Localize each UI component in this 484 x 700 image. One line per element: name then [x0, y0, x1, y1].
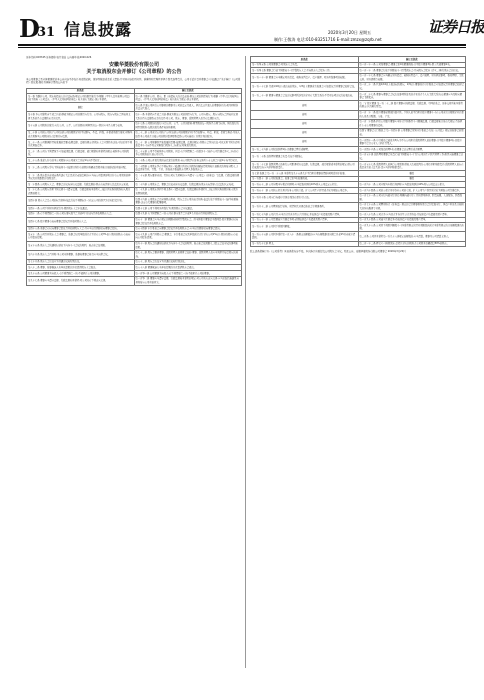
- notice-byline: 证券代码:603345 证券简称:安井食品 公告编号:临2020-026: [26, 56, 92, 59]
- right-column: [250, 56, 466, 666]
- page-number: 31: [37, 25, 56, 40]
- cell-original: 第一百二十六条 公司设总经理1名,由董事会聘任或解聘。: [251, 147, 359, 153]
- cell-revised: 第一百四十一条 审计委员会成员为3名,为不在公司担任高级管理人员的董事,其中独立董事2名,由独立董事中会计专业人士担任召集人。: [358, 138, 466, 147]
- table-row: [251, 152, 466, 161]
- cell-revised: 第一百一十一条 公司设董事会,董事会由9名董事组成,其中独立董事3名,职工代表董事1名。: [358, 62, 466, 68]
- cell-original: 第三十七条 公司股东承担下列义务:(一)遵守法律、行政法规和本章程;(二)依其所认购的股份和入股方式缴纳股金。: [27, 187, 135, 196]
- cell-revised: 第三十五条 股东要求查阅、复制公司有关材料的,应当遵守《公司法》《证券法》等法律、行政法规的规定。: [134, 173, 242, 182]
- cell-original: 第三十四条 公司股东大会、董事会决议内容违反法律、行政法规的,股东有权请求人民法院认定无效。: [27, 182, 135, 188]
- page-letter: D: [19, 14, 40, 43]
- amendment-table-left: [26, 88, 242, 286]
- cell-revised: 第一百九十八条 公司因下列原因解散:(一)本章程规定的营业期限届满或者本章程规定的其他解散事由出现。: [359, 223, 464, 231]
- table-row: [27, 276, 242, 285]
- cell-original: 新增: [251, 119, 359, 128]
- cell-revised: 第三十条 公司公开发行股份前已发行的股份,自公司股票在证券交易所上市交易之日起1年内不得转让。: [135, 158, 240, 162]
- cell-original: 第二十三条 公司在下列情况下,可以依照法律、行政法规、部门规章和本章程的规定,收购本公司的股份。: [27, 149, 135, 158]
- cell-original: 第一百三十条 总经理对董事会负责,行使下列职权。: [251, 152, 359, 161]
- section-title: 信息披露: [64, 20, 133, 39]
- cell-original: 第一百七十六条 公司合并,应当由合并各方签订合并协议,并编制资产负债表及财产清单。: [251, 212, 359, 218]
- cell-original: 第二十八条 发起人持有的本公司股份,自公司成立之日起1年内不得转让。: [27, 158, 135, 164]
- table-row: [27, 94, 242, 103]
- cell-revised: 第三节 独立董事 第一百三十二条 独立董事应按照法律、行政法规、中国证监会、证券交易所和本章程的规定,认真履行职责。: [358, 101, 466, 110]
- cell-original: 第四十七条 独立董事有权向董事会提议召开临时股东大会。: [27, 217, 135, 226]
- cell-revised: 第一百四十六条 公司设总经理1名,由董事会决定聘任或者解聘。: [358, 147, 466, 153]
- cell-original: 第一百五十三条 公司的公积金用于弥补公司的亏损、扩大公司生产经营或者转为增加公司资本。: [251, 188, 359, 194]
- header-revised: 修订后条款: [134, 88, 242, 94]
- cell-original: 第九十五条 公司董事为自然人,有下列情形之一的,不能担任公司的董事。: [27, 271, 135, 277]
- cell-revised: 第一百一十七条 董事会应当确定对外投资、收购出售资产、资产抵押、对外担保事项、委托理财、关联交易、对外捐赠等权限。: [359, 74, 464, 81]
- cell-original: 删除: [27, 103, 135, 112]
- table-row: [251, 101, 466, 110]
- table-row: [251, 110, 466, 119]
- masthead: [0, 0, 484, 48]
- cell-original: 第四十一条 公司下列对外担保行为,须经股东大会审议通过。: [27, 206, 135, 212]
- cell-revised: 第十一条 本章程自生效之日起,即成为规范公司的组织与行为、公司与股东、股东与股东之间权利义务关系的具有法律约束力的文件,对公司、股东、董事、高级管理人员具有法律约束力。: [134, 112, 242, 121]
- cell-original: 第二十条 公司或公司的子公司(包括公司的附属企业)不以赠与、垫资、担保、补偿或贷款等形式,对购买或者拟购买公司股份的人提供任何资助。: [28, 131, 133, 138]
- table-row: [27, 241, 242, 250]
- cell-original: 第一百八十三条 公司因下列原因解散。: [251, 223, 359, 232]
- table-row: [251, 202, 466, 211]
- cell-revised: 第五十九条 公司召开股东会,董事会、审计委员会以及单独或者合计持有公司1%以上股份的股东,有权向公司提出提案。: [134, 232, 242, 241]
- cell-original: 第一百零五条 公司设董事会,对股东大会负责。: [251, 62, 359, 68]
- table-row: [27, 140, 242, 149]
- table-row: [251, 138, 466, 147]
- table-row: [251, 232, 466, 241]
- table-row: [251, 241, 466, 247]
- cell-original: 第九十七条 董事应当遵守法律、行政法规和本章程,对公司负有下列忠实义务。: [27, 276, 135, 285]
- cell-revised: 第八十八条 董事候选人名单以提案的方式提请股东会表决。: [134, 265, 242, 271]
- table-row: [27, 217, 242, 226]
- editor-line: 制作:王敬涛 电话:010-83251716 E-mail:zmzx@zqrb.net: [274, 37, 382, 42]
- cell-revised: 第一百零三条 董事应当遵守法律、行政法规和本章程的规定,对公司负有忠实义务,应当采取措施避免自身利益与公司利益冲突。: [134, 276, 242, 285]
- notice-company: 安徽华菱股份有限公司: [108, 61, 159, 68]
- cell-revised: 第一百六十四条 公司的公积金用于弥补公司的亏损、扩大公司生产经营或者转为增加公司注册资本。: [358, 188, 466, 194]
- table-row: [251, 223, 466, 232]
- cell-revised: 第二十三条 公司根据经营和发展的需要,依照法律、法规的规定,经股东会作出决议,可以采用下列方式增加资本:(一)向不特定对象发行股份;(二)向特定对象发行股份。: [135, 140, 240, 148]
- table-row: [251, 162, 466, 171]
- cell-original: 第八十二条 董事、监事候选人名单以提案的方式提请股东大会表决。: [27, 265, 135, 271]
- cell-original: 第六十六条 股东大会召开时,本公司全体董事、监事和董事会秘书应当出席会议。: [27, 250, 135, 259]
- cell-original: 第一条 为维护公司、股东和债权人的合法权益,规范公司的组织和行为,根据《中华人民共和国公司法》(以下简称《公司法》)、《中华人民共和国证券法》和其他有关规定,制订本章程。: [27, 94, 135, 103]
- table-row: [27, 197, 242, 206]
- cell-revised: 删除: [358, 176, 466, 182]
- cell-original: 第三十二条 公司股东享有下列权利:(一)依照其所持有的股份份额获得股利和其他形式的利益分配。: [27, 164, 135, 173]
- masthead-rule-thin: [18, 47, 466, 48]
- cell-revised: 第三十六条 公司股东会、董事会决议内容违反法律、行政法规的,股东有权请求人民法院认定无效。: [134, 182, 242, 188]
- cell-revised: 第四十九条 有下列情形之一的,公司在事实发生之日起2个月以内召开临时股东会。: [134, 211, 242, 217]
- cell-original: 第七十六条 股东大会决议分为普通决议和特别决议。: [27, 259, 135, 265]
- cell-original: 第一百零七条 董事会行使下列职权:(一)召集股东大会,并向股东大会报告工作。: [251, 68, 359, 74]
- cell-original: 新增: [251, 138, 359, 147]
- cell-revised: 第一百九十四条 公司减少注册资本,将编制资产负债表及财产清单。: [358, 217, 466, 223]
- cell-original: 第一百八十一条 公司需要减少注册资本时,必须编制资产负债表及财产清单。: [251, 217, 359, 223]
- cell-revised: 第一百七十一条 公司实行内部审计制度,明确内部审计工作的领导体制、职责权限、人员配备、经费保障。: [358, 193, 466, 202]
- table-row: [251, 73, 466, 82]
- table-row: [251, 119, 466, 128]
- table-row: [251, 128, 466, 137]
- cell-original: 第五十三条 公司召开股东大会,董事会、监事会以及单独或者合并持有公司3%以上股份的股东,有权向公司提出提案。: [27, 232, 135, 241]
- date-line: 2020年3月20日 星期五: [328, 30, 372, 35]
- header-revised: 修订后条款: [358, 57, 466, 63]
- cell-original: 第一百一十七条 代表1/10以上表决权的股东、1/3以上董事或者监事会,可以提议召开董事会临时会议。: [251, 82, 359, 91]
- cell-revised: 第一百五十七条 高级管理人员执行公司职务,给他人造成损害的,公司将承担赔偿责任;高级管理人员存在故意或者重大过失的,也应当承担赔偿责任。: [359, 162, 464, 170]
- newspaper-logo: 证券日报: [428, 18, 484, 36]
- cell-original: 第二十一条 公司根据经营和发展的需要,依照法律、法规的规定,经股东大会分别作出决议,可以采用下列方式增加资本。: [28, 140, 132, 148]
- table-row: [27, 250, 242, 259]
- notice-title: 关于取消股东会并修订《公司章程》的公告: [86, 68, 182, 75]
- table-row: [27, 121, 242, 130]
- cell-revised: 第三十四条 公司股东享有下列权利:(一)依照其所持有的股份份额获得股利和其他形式的利益分配;(二)依法请求召开、召集、主持、参加或者委派股东代理人参加股东会。: [134, 164, 242, 173]
- cell-original: 第五十五条 股东大会的通知包括以下内容:(一)会议的时间、地点和会议期限。: [27, 241, 135, 250]
- cell-original: 第七章 监事会 第一百三十八条 本章程第九十五条关于不得担任董事的情形,同时适用于监事。: [251, 171, 359, 177]
- cell-original: 第一百九十七条 释义。: [251, 241, 359, 247]
- cell-original: 第一百一十一条 董事会应当确定对外投资、收购出售资产、资产抵押、对外担保事项的权限。: [251, 73, 359, 82]
- cell-original: 第一百五十二条 公司分配当年税后利润时,应当提取利润的10%列入公司法定公积金。: [251, 182, 359, 188]
- cell-revised: 第五十四条 审计委员会向董事会提议召开临时股东会,应当以书面形式向董事会提出。: [134, 226, 242, 232]
- cell-original: 第三十三条 股东提出查阅前条所述有关信息或者索取资料的,应当向公司提供证明其持有公司股份的种类以及持股数量的书面文件。: [27, 173, 135, 182]
- cell-revised: 第一百八十九条 公司合并,应当由合并各方签订合并协议,并编制资产负债表及财产清单。: [358, 212, 466, 218]
- table-row: [27, 187, 242, 196]
- cell-original: 第四十八条 监事会有权向董事会提议召开临时股东大会,并应当以书面形式向董事会提出。: [27, 226, 135, 232]
- cell-revised: 第二百条 公司因本章程第一百九十八条规定而解散的,应当清算。董事为公司清算义务人。: [358, 232, 466, 241]
- table-row: [251, 193, 466, 202]
- cell-revised: 第一百五十条 总经理对董事会负责,行使下列职权:(一)主持公司的生产经营管理工作,组织实施董事会决议。: [358, 152, 466, 161]
- cell-original: 第十五条 公司股份的发行,实行公开、公平、公正的原则,同种类的每一股份应当具有同等权利。: [27, 121, 135, 130]
- cell-revised: 第三十九条 公司股东承担下列义务:(一)遵守法律、行政法规和本章程;(二)依其所认购的股份和入股方式缴纳股款。: [134, 187, 242, 196]
- cell-original: 新增: [251, 110, 359, 119]
- cell-revised: 第八条 代表公司执行公司事务的董事为公司的法定代表人。担任法定代表人的董事辞任的,视为同时辞去法定代表人。: [134, 103, 242, 112]
- table-row: [27, 164, 242, 173]
- cell-revised: 第一百三十三条 独立董事必须保持独立性。下列人员不得担任独立董事:(一)在公司或者其附属企业任职的人员及其配偶、父母、子女。: [359, 111, 464, 118]
- cell-revised: 第一百三十四条 担任公司独立董事应当符合下列条件:(一)根据法律、行政法规和其他有关规定,具备担任上市公司董事的资格。: [358, 119, 466, 128]
- footer-note: 除上述条款修订外,《公司章程》其他条款内容不变。本次修订尚需提交公司股东会审议。特此公告。安徽华菱股份有限公司董事会 2020年3月20日: [250, 250, 406, 254]
- cell-revised: 第四十六条 公司股东会由全体股东组成。股东会是公司的权力机构,依法行使下列职权:(一)选举和更换董事,决定有关董事的报酬事项。: [134, 197, 242, 206]
- cell-revised: 第五十三条 董事会应当在规定的期限内按时召集股东会。经全体独立董事过半数同意,独立董事有权向董事会提议召开临时股东会。: [134, 217, 242, 226]
- header-original: 原条款: [27, 88, 135, 94]
- cell-revised: 第七十二条 股东会要求董事、高级管理人员列席会议的,董事、高级管理人员应当列席并接受股东的质询。: [134, 250, 242, 259]
- cell-revised: 第一百六十三条 公司分配当年税后利润时,应当提取利润的10%列入公司法定公积金。: [358, 182, 466, 188]
- cell-original: 第一百六十二条 公司聘用取得证券、期货相关业务资格的会计师事务所。: [251, 202, 359, 211]
- cell-original: 第十条 本公司章程自生效之日起,即成为规范公司的组织与行为、公司与股东、股东与股东之间权利义务关系的具有法律约束力的文件。: [27, 112, 135, 121]
- header-original: 原条款: [251, 57, 359, 63]
- cell-original: 新增: [251, 128, 359, 137]
- cell-revised: 第四节 董事会专门委员会 第一百四十条 公司董事会设置审计委员会,行使《公司法》规定的监事会的职权。: [359, 129, 464, 136]
- cell-original: 第一百八十五条 公司因本章程第一百八十三条规定而解散的,应当在解散事由出现之日起15日内成立清算组。: [251, 232, 359, 241]
- cell-revised: 第二十五条 公司不得收购本公司股份。但是,有下列情形之一的除外:(一)减少公司注册资本;(二)与持有本公司股份的其他公司合并。: [134, 149, 242, 158]
- column-divider: [245, 56, 246, 668]
- cell-original: 新增: [251, 101, 359, 110]
- notice-intro: 本公司董事会及全体董事保证本公告内容不存在任何虚假记载、误导性陈述或者重大遗漏,并对其内容的真实性、准确性和完整性承担个别及连带责任。公司于近日召开董事会,审议通过了关于修订《公司章程》的议案,现将具体修订情况公告如下:: [26, 77, 241, 84]
- amendment-table-right: [250, 56, 466, 247]
- table-row: [27, 103, 242, 112]
- cell-original: 第一百三十七条 高级管理人员执行公司职务时违反法律、行政法规、部门规章或本章程的规定,给公司造成损失的,应当承担赔偿责任。: [251, 162, 359, 171]
- table-row: [27, 173, 242, 182]
- masthead-rule: [18, 44, 466, 46]
- cell-revised: 第二百一十二条 释义:(一)控股股东,是指其持有的股份占公司股本总额超过50%的股东。: [358, 241, 466, 247]
- cell-revised: 第一百二十七条 董事与董事会会议决议事项所涉及的企业或者个人有关联关系的,该董事应当及时向董事会书面报告。: [358, 92, 466, 101]
- cell-revised: 第八十二条 股东会决议分为普通决议和特别决议。: [134, 259, 242, 265]
- cell-revised: 第六十一条 股东会的通知包括以下内容:(一)会议的时间、地点和会议期限;(二)提交会议审议的事项和提案。: [134, 241, 242, 250]
- cell-revised: 第一百七十五条 公司聘用符合《证券法》规定的会计师事务所进行会计报表审计、净资产验证及其他相关的咨询服务等业务。: [359, 203, 464, 210]
- table-row: [27, 149, 242, 158]
- notice-header: [26, 62, 242, 76]
- cell-revised: 第一百一十三条 董事会行使下列职权:(一)召集股东会,并向股东会报告工作;(二)执行股东会的决议。: [358, 68, 466, 74]
- table-row: [27, 232, 242, 241]
- cell-revised: 第一条 为维护公司、股东、职工和债权人的合法权益,规范公司的组织和行为,根据《中华人民共和国公司法》、《中华人民共和国证券法》和其他有关规定,制定本章程。: [134, 94, 242, 103]
- cell-original: 第一百二十一条 董事与董事会会议决议事项所涉及的企业有关联关系的,不得对该项决议行使表决权。: [251, 92, 359, 101]
- table-row: [251, 82, 466, 91]
- cell-original: 第一百四十三条 公司设监事会。监事会由3名监事组成。: [251, 176, 359, 182]
- left-column: [26, 56, 242, 666]
- cell-original: 第四十条 股东大会是公司的权力机构,依法行使下列职权:(一)决定公司的经营方针和投资计划。: [27, 197, 135, 206]
- cell-original: 第四十三条 有下列情形之一的,公司在事实发生之日起2个月以内召开临时股东大会。: [27, 211, 135, 217]
- cell-revised: 第一百二十三条 代表1/10以上表决权的股东、1/3以上董事或者审计委员会,可以提议召开董事会临时会议。: [359, 83, 464, 91]
- cell-revised: 第十七条 公司股份的发行,实行公开、公平、公正的原则,同类别的每一股份具有同等权利。同次发行的同类别股份,每股的发行条件和价格相同。: [134, 121, 242, 130]
- cell-revised: 第二十二条 公司或者公司的子公司(包括公司的附属企业)不得以赠与、垫资、担保、借款等形式,为他人取得本公司或者其母公司的股份提供财务资助,公司实施员工持股计划的除外。: [135, 131, 240, 138]
- cell-revised: 第四十七条 公司下列对外担保行为,须经股东会审议通过。: [134, 206, 242, 212]
- table-row: [251, 92, 466, 101]
- table-row: [27, 112, 242, 121]
- table-row: [27, 130, 242, 139]
- cell-revised: 第一百零一条 公司董事为自然人,有下列情形之一的,不能担任公司的董事。: [134, 271, 242, 277]
- cell-original: 第一百六十条 公司实行内部审计制度,配备专职审计人员。: [251, 193, 359, 202]
- cell-revised: 删除: [358, 171, 466, 177]
